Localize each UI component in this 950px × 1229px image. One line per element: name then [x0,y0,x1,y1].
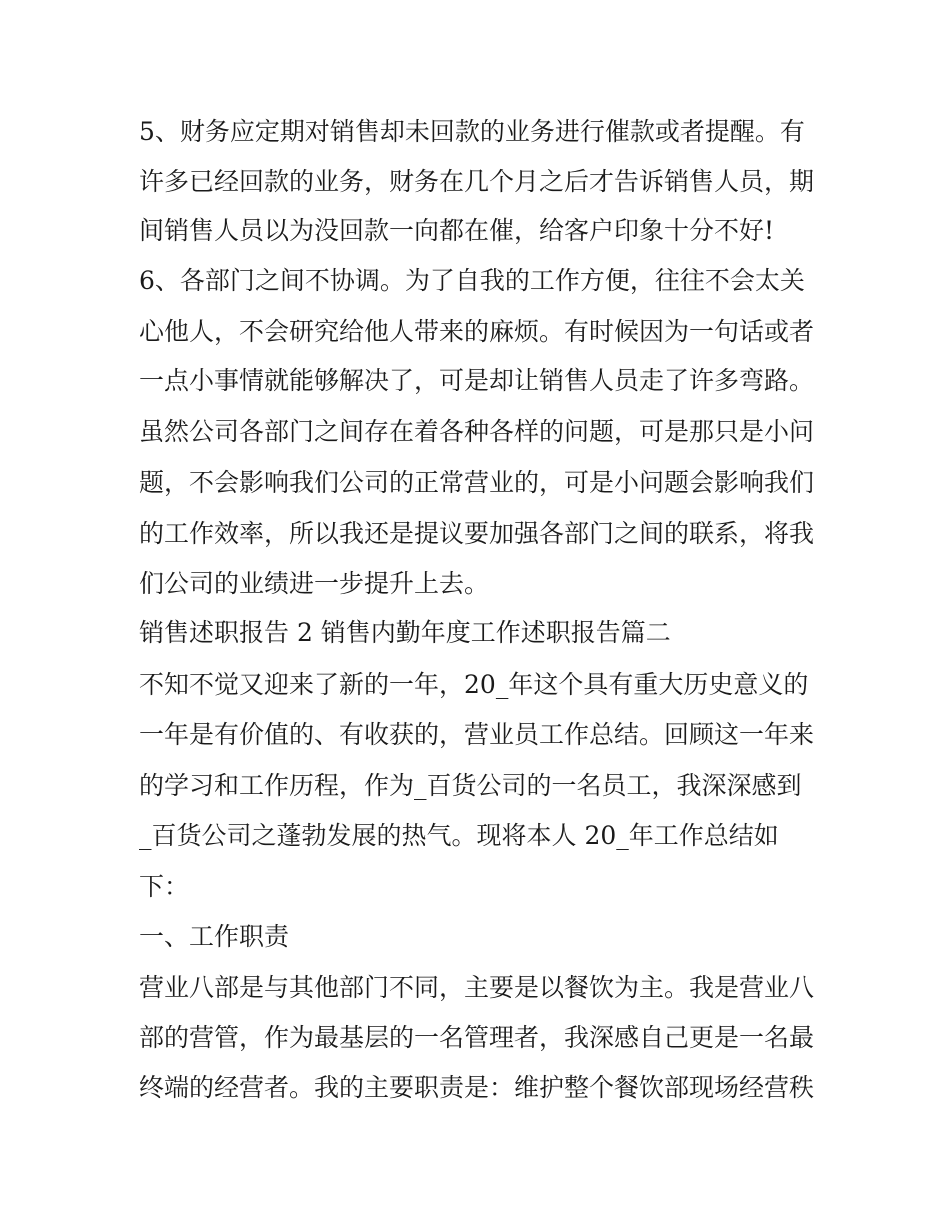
text-line: 许多已经回款的业务，财务在几个月之后才告诉销售人员，期 [139,167,815,196]
text-line: 下： [139,872,190,901]
text-line: 一点小事情就能够解决了，可是却让销售人员走了许多弯路。 [139,366,815,395]
text-line: 们公司的业绩进一步提升上去。 [139,569,490,598]
text-line: 间销售人员以为没回款一向都在催，给客户印象十分不好! [139,216,775,245]
section-heading: 销售述职报告 2 销售内勤年度工作述职报告篇二 [139,618,671,647]
text-line: _百货公司之蓬勃发展的热气。现将本人 20_年工作总结如 [139,821,779,850]
text-line: 部的营管，作为最基层的一名管理者，我深感自己更是一名最 [139,1023,815,1052]
text-line: 心他人，不会研究给他人带来的麻烦。有时候因为一句话或者 [139,317,815,346]
text-line: 营业八部是与其他部门不同，主要是以餐饮为主。我是营业八 [139,973,815,1002]
text-line: 不知不觉又迎来了新的一年，20_年这个具有重大历史意义的 [139,670,809,699]
text-line: 一年是有价值的、有收获的，营业员工作总结。回顾这一年来 [139,720,815,749]
text-line: 虽然公司各部门之间存在着各种各样的问题，可是那只是小问 [139,417,815,446]
text-line: 的学习和工作历程，作为_百货公司的一名员工，我深深感到 [139,771,802,800]
text-line: 6、各部门之间不协调。为了自我的工作方便，往往不会太关 [139,266,805,295]
text-line: 题，不会影响我们公司的正常营业的，可是小问题会影响我们 [139,468,815,497]
text-line: 的工作效率，所以我还是提议要加强各部门之间的联系，将我 [139,519,815,548]
text-line: 5、财务应定期对销售却未回款的业务进行催款或者提醒。有 [139,117,805,146]
text-line: 终端的经营者。我的主要职责是：维护整个餐饮部现场经营秩 [139,1073,815,1102]
subsection-heading: 一、工作职责 [139,922,290,951]
